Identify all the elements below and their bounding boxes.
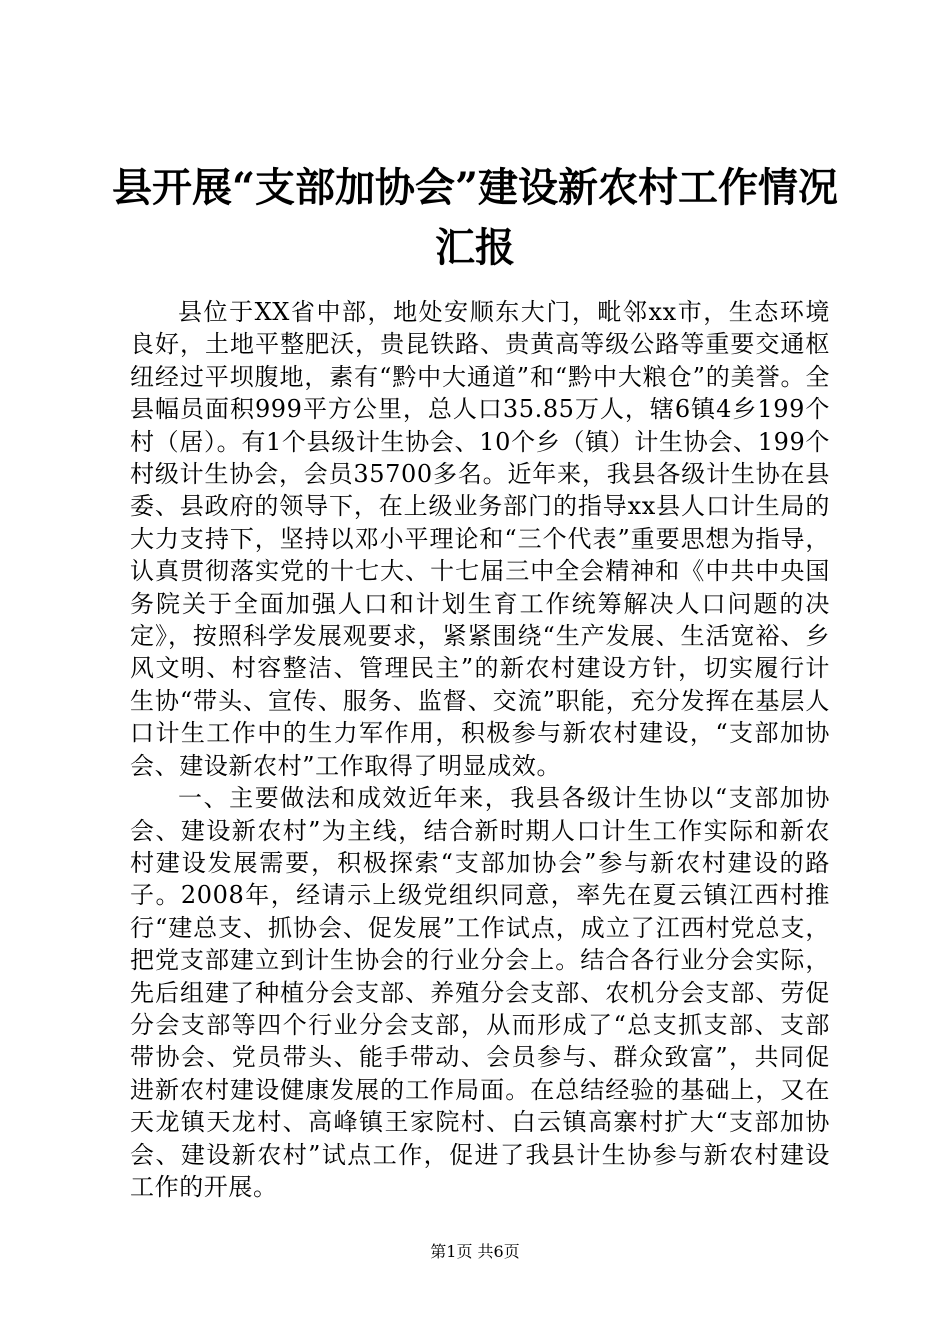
paragraph-section-one: 一、主要做法和成效近年来，我县各级计生协以“支部加协会、建设新农村”为主线，结合新时期人口计生工作实际和新农村建设发展需要，积极探索“支部加协会”参与新农村建设的路子。2008年，经请示上级党组织同意，率先在夏云镇江西村推行“建总支、抓协会、促发展”工作试点，成立了江西村党总支，把党支部建立到计生协会的行业分会上。结合各行业分会实际，先后组建了种植分会支部、养殖分会支部、农机分会支部、劳促分会支部等四个行业分会支部，从而形成了“总支抓支部、支部带协会、党员带头、能手带动、会员参与、群众致富”，共同促进新农村建设健康发展的工作局面。在总结经验的基础上，又在天龙镇天龙村、高峰镇王家院村、白云镇高寨村扩大“支部加协会、建设新农村”试点工作，促进了我县计生协参与新农村建设工作的开展。 — [130, 784, 830, 1201]
document-body — [130, 296, 830, 1203]
document-title: 县开展“支部加协会”建设新农村工作情况汇报 — [111, 164, 838, 271]
paragraph-intro: 县位于XX省中部，地处安顺东大门，毗邻xx市，生态环境良好，土地平整肥沃，贵昆铁路、贵黄高等级公路等重要交通枢纽经过平坝腹地，素有“黔中大通道”和“黔中大粮仓”的美誉。全县幅员面积999平方公里，总人口35.85万人，辖6镇4乡199个村（居）。有1个县级计生协会、10个乡（镇）计生协会、199个村级计生协会，会员35700多名。近年来，我县各级计生协在县委、县政府的领导下，在上级业务部门的指导xx县人口计生局的大力支持下，坚持以邓小平理论和“三个代表”重要思想为指导，认真贯彻落实党的十七大、十七届三中全会精神和《中共中央国务院关于全面加强人口和计划生育工作统筹解决人口问题的决定》，按照科学发展观要求，紧紧围绕“生产发展、生活宽裕、乡风文明、村容整洁、管理民主”的新农村建设方针，切实履行计生协“带头、宣传、服务、监督、交流”职能，充分发挥在基层人口计生工作中的生力军作用，积极参与新农村建设，“支部加协会、建设新农村”工作取得了明显成效。 — [130, 298, 830, 780]
page-number-footer: 第1页 共6页 — [430, 1242, 520, 1261]
